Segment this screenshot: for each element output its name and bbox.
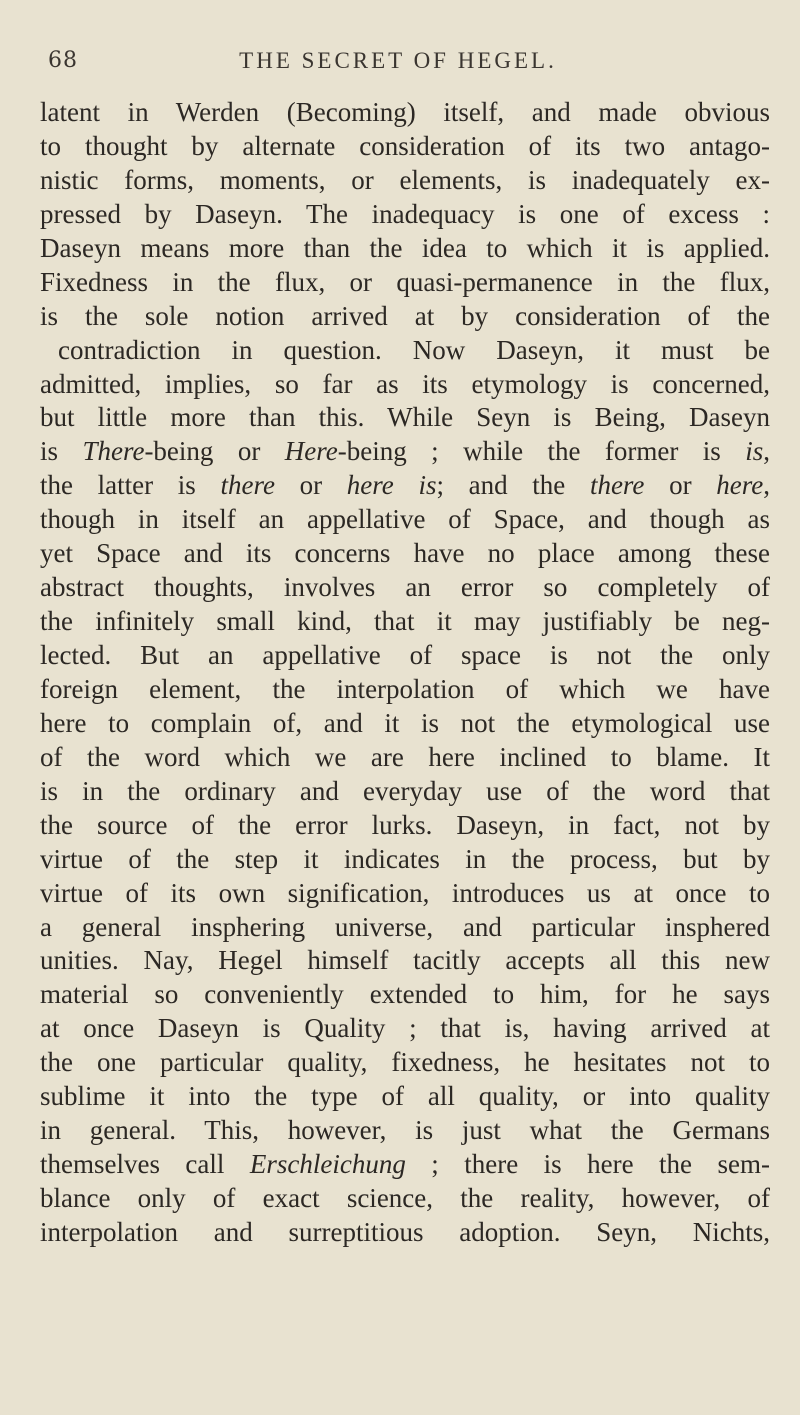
text-line: material so conveniently extended to him, for he says (40, 979, 770, 1010)
italic-term: Erschleichung (249, 1149, 406, 1180)
running-head-title: THE SECRET OF HEGEL. (239, 48, 557, 73)
text-line: the latter is there or here is; and the there or here, (40, 470, 770, 501)
text-line: to thought by alternate consideration of its two antago- (40, 130, 770, 161)
text-line: pressed by Daseyn. The inadequacy is one of excess : (40, 198, 770, 229)
text-line: is the sole notion arrived at by consideration of the (40, 300, 770, 331)
text-line: Fixedness in the flux, or quasi-permanence in the flux, (40, 266, 770, 297)
text-line: lected. But an appellative of space is not the only (40, 640, 770, 670)
italic-term: there (220, 470, 275, 501)
text-line: is There-being or Here-being ; while the former is is, (40, 436, 770, 467)
text-line: a general insphering universe, and particular insphered (40, 911, 770, 942)
italic-term: There (82, 436, 145, 467)
text-line: themselves call Erschleichung ; there is here the sem- (40, 1149, 770, 1180)
page-number: 68 (48, 48, 78, 73)
body-text (40, 96, 770, 1250)
text-line: but little more than this. While Seyn is Being, Daseyn (40, 402, 770, 433)
text-line: unities. Nay, Hegel himself tacitly accepts all this new (40, 945, 770, 976)
text-line: the source of the error lurks. Daseyn, in fact, not by (40, 809, 770, 840)
text-line: Daseyn means more than the idea to which it is applied. (40, 232, 770, 263)
text-line: virtue of the step it indicates in the process, but by (40, 843, 770, 874)
text-line: the one particular quality, fixedness, he hesitates not to (40, 1047, 770, 1078)
text-line: contradiction in question. Now Daseyn, it must be (58, 334, 770, 365)
text-line: yet Space and its concerns have no place among these (40, 538, 770, 569)
text-line: admitted, implies, so far as its etymology is concerned, (40, 368, 770, 399)
italic-term: Here (284, 436, 338, 467)
italic-term: here (716, 470, 764, 501)
text-line: of the word which we are here inclined to blame. It (40, 741, 770, 772)
italic-term: is (745, 436, 764, 467)
text-line: nistic forms, moments, or elements, is inadequately ex- (40, 164, 770, 195)
text-line: virtue of its own signification, introduces us at once to (40, 877, 770, 908)
text-line: interpolation and surreptitious adoption. Seyn, Nichts, (40, 1216, 770, 1247)
text-line: foreign element, the interpolation of which we have (40, 673, 770, 704)
text-line: here to complain of, and it is not the etymological use (40, 707, 770, 738)
text-line: the infinitely small kind, that it may justifiably be neg- (40, 606, 770, 637)
text-line: in general. This, however, is just what the Germans (40, 1115, 770, 1146)
italic-term: here is (346, 470, 437, 501)
text-line: abstract thoughts, involves an error so completely of (40, 572, 770, 603)
text-line: sublime it into the type of all quality, or into quality (40, 1081, 770, 1112)
text-line: though in itself an appellative of Space, and though as (40, 504, 770, 535)
text-line: latent in Werden (Becoming) itself, and made obvious (40, 97, 770, 127)
italic-term: there (589, 470, 645, 501)
running-head (48, 48, 748, 82)
text-line: blance only of exact science, the reality, however, of (40, 1183, 770, 1213)
text-line: is in the ordinary and everyday use of the word that (40, 775, 770, 806)
text-line: at once Daseyn is Quality ; that is, having arrived at (40, 1013, 770, 1044)
